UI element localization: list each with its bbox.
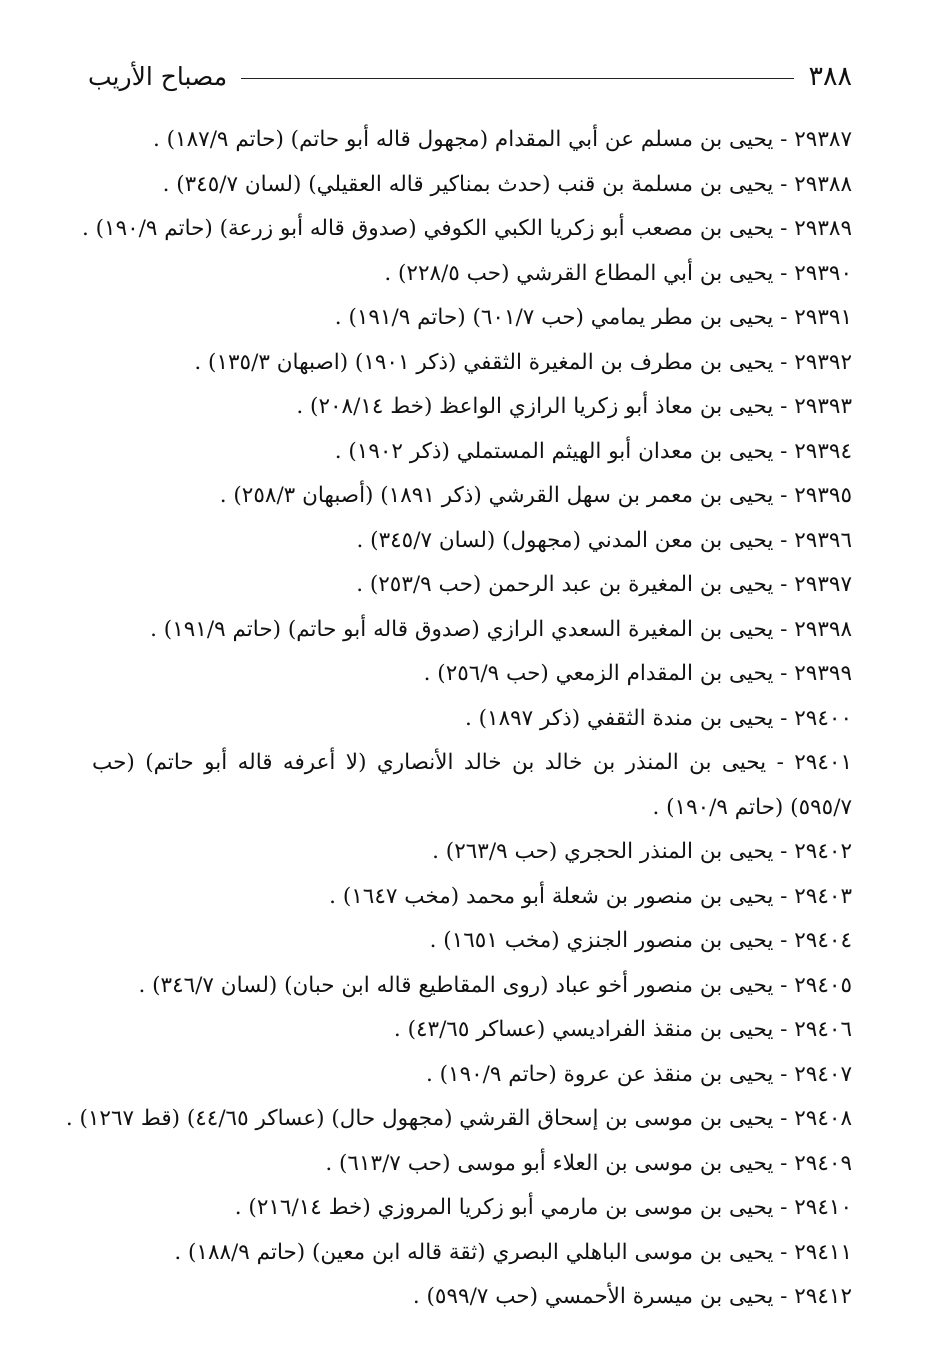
- entry-29406: ٢٩٤٠٦ - يحيى بن منقذ الفراديسي (عساكر ٤٣/٦٥) .: [393, 1017, 852, 1042]
- entry-29399: ٢٩٣٩٩ - يحيى بن المقدام الزمعي (حب ٢٥٦/٩) .: [423, 661, 852, 686]
- entry-29397: ٢٩٣٩٧ - يحيى بن المغيرة بن عبد الرحمن (حب ٢٥٣/٩) .: [356, 572, 852, 597]
- entry-29404: ٢٩٤٠٤ - يحيى بن منصور الجنزي (مخب ١٦٥١) .: [429, 928, 852, 953]
- entry-29400: ٢٩٤٠٠ - يحيى بن مندة الثقفي (ذكر ١٨٩٧) .: [464, 705, 852, 731]
- entry-29405: ٢٩٤٠٥ - يحيى بن منصور أخو عباد (روى المقاطيع قاله ابن حبان) (لسان ٣٤٦/٧) .: [138, 972, 852, 998]
- entry-29403: ٢٩٤٠٣ - يحيى بن منصور بن شعلة أبو محمد (مخب ١٦٤٧) .: [329, 883, 852, 909]
- entry-list: [65, 118, 852, 1320]
- entry-29392: ٢٩٣٩٢ - يحيى بن مطرف بن المغيرة الثقفي (ذكر ١٩٠١) (اصبهان ١٣٥/٣) .: [194, 349, 852, 375]
- entry-29388: ٢٩٣٨٨ - يحيى بن مسلمة بن قنب (حدث بمناكير قاله العقيلي) (لسان ٣٤٥/٧) .: [162, 171, 852, 197]
- entry-29393: ٢٩٣٩٣ - يحيى بن معاذ أبو زكريا الرازي الواعظ (خط ٢٠٨/١٤) .: [296, 394, 852, 419]
- entry-29401: ٢٩٤٠١ - يحيى بن المنذر بن خالد بن خالد الأنصاري (لا أعرفه قاله أبو حاتم) (حب ٥٩٥/٧) (حاتم ١٩٠/٩) .: [92, 750, 852, 820]
- entry-29408: ٢٩٤٠٨ - يحيى بن موسى بن إسحاق القرشي (مجهول حال) (عساكر ٤٤/٦٥) (قط ١٢٦٧) .: [65, 1106, 852, 1131]
- entry-29411: ٢٩٤١١ - يحيى بن موسى الباهلي البصري (ثقة قاله ابن معين) (حاتم ١٨٨/٩) .: [174, 1239, 852, 1265]
- entry-29412: ٢٩٤١٢ - يحيى بن ميسرة الأحمسي (حب ٥٩٩/٧) .: [412, 1284, 852, 1309]
- entry-29394: ٢٩٣٩٤ - يحيى بن معدان أبو الهيثم المستملي (ذكر ١٩٠٢) .: [334, 438, 852, 464]
- entry-29402: ٢٩٤٠٢ - يحيى بن المنذر الحجري (حب ٢٦٣/٩) .: [432, 839, 852, 864]
- entry-29387: ٢٩٣٨٧ - يحيى بن مسلم عن أبي المقدام (مجهول قاله أبو حاتم) (حاتم ١٨٧/٩) .: [152, 127, 852, 152]
- entry-29390: ٢٩٣٩٠ - يحيى بن أبي المطاع القرشي (حب ٢٢٨/٥) .: [384, 260, 852, 286]
- page-number: ٣٨٨: [808, 60, 852, 92]
- entry-29391: ٢٩٣٩١ - يحيى بن مطر يمامي (حب ٦٠١/٧) (حاتم ١٩١/٩) .: [334, 305, 852, 330]
- running-header: [88, 56, 852, 96]
- entry-29409: ٢٩٤٠٩ - يحيى بن موسى بن العلاء أبو موسى (حب ٦١٣/٧) .: [325, 1150, 852, 1176]
- entry-29389: ٢٩٣٨٩ - يحيى بن مصعب أبو زكريا الكبي الكوفي (صدوق قاله أبو زرعة) (حاتم ١٩٠/٩) .: [81, 216, 852, 241]
- entry-29396: ٢٩٣٩٦ - يحيى بن معن المدني (مجهول) (لسان ٣٤٥/٧) .: [356, 527, 852, 553]
- entry-29395: ٢٩٣٩٥ - يحيى بن معمر بن سهل القرشي (ذكر ١٨٩١) (أصبهان ٢٥٨/٣) .: [219, 483, 852, 508]
- entry-29398: ٢٩٣٩٨ - يحيى بن المغيرة السعدي الرازي (صدوق قاله أبو حاتم) (حاتم ١٩١/٩) .: [150, 616, 852, 642]
- entry-29407: ٢٩٤٠٧ - يحيى بن منقذ عن عروة (حاتم ١٩٠/٩) .: [425, 1061, 852, 1087]
- entry-29410: ٢٩٤١٠ - يحيى بن موسى بن مارمي أبو زكريا المروزي (خط ٢١٦/١٤) .: [234, 1195, 852, 1220]
- header-rule: [241, 78, 794, 79]
- book-title: مصباح الأريب: [88, 61, 228, 91]
